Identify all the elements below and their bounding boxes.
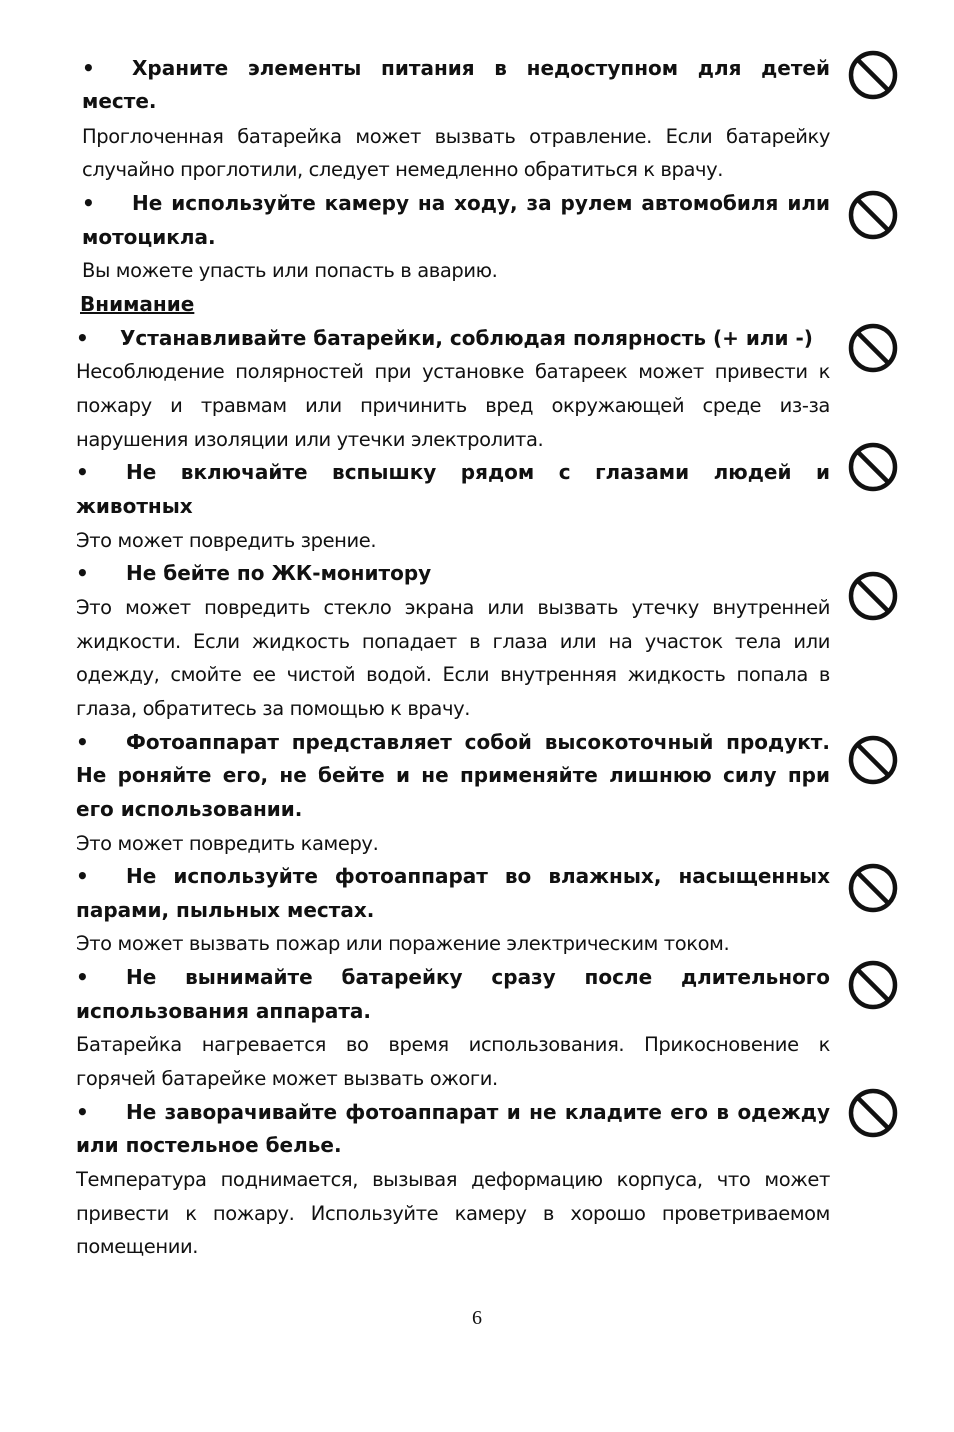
prohibition-icon (846, 958, 900, 1012)
bullet: • (82, 191, 95, 215)
bullet: • (76, 460, 89, 484)
warning-body-line: Батарейка нагревается во время использования. Прикосновение к (76, 1033, 830, 1056)
prohibition-icon (846, 188, 900, 242)
prohibition-icon (846, 48, 900, 102)
prohibition-icon (846, 1086, 900, 1140)
warning-heading-line: парами, пыльных местах. (76, 898, 375, 922)
warning-body-line: глаза, обратитесь за помощью к врачу. (76, 697, 471, 720)
warning-body-line: нарушения изоляции или утечки электролита. (76, 428, 544, 451)
page-number: 6 (472, 1307, 482, 1329)
warning-heading-line: Не роняйте его, не бейте и не применяйте лишнюю силу при (76, 763, 830, 787)
warning-body-line: Это может повредить стекло экрана или вызвать утечку внутренней (76, 596, 830, 619)
warning-heading-line: или постельное белье. (76, 1133, 342, 1157)
warning-heading-line: • Не вынимайте батарейку сразу после длительного (76, 961, 830, 994)
warning-body-line: привести к пожару. Используйте камеру в хорошо проветриваемом (76, 1202, 830, 1225)
warning-body-line: Температура поднимается, вызывая деформацию корпуса, что может (76, 1168, 830, 1191)
warning-body-line: пожару и травмам или причинить вред окружающей среде из-за (76, 394, 830, 417)
prohibition-icon (846, 861, 900, 915)
warning-body-line: Это может вызвать пожар или поражение электрическим током. (76, 932, 730, 955)
bullet: • (76, 1100, 89, 1124)
bullet: • (76, 864, 89, 888)
warning-body-line: одежду, смойте ее чистой водой. Если внутренняя жидкость попала в (76, 663, 830, 686)
prohibition-icon (846, 569, 900, 623)
section-title: Внимание (80, 292, 195, 316)
bullet: • (76, 965, 89, 989)
bullet: • (82, 56, 95, 80)
prohibition-icon (846, 321, 900, 375)
warning-heading-line: • Не используйте фотоаппарат во влажных, насыщенных (76, 860, 830, 893)
warning-body-line: случайно проглотили, следует немедленно обратиться к врачу. (82, 158, 724, 181)
warning-body-line: Это может повредить зрение. (76, 529, 377, 552)
warning-heading-line: • Не включайте вспышку рядом с глазами людей и (76, 456, 830, 489)
warning-heading-line: • Храните элементы питания в недоступном для детей (82, 52, 830, 85)
bullet: • (76, 561, 89, 585)
bullet: • (76, 326, 89, 350)
warning-body-line: горячей батарейке может вызвать ожоги. (76, 1067, 498, 1090)
prohibition-icon (846, 440, 900, 494)
prohibition-icon (846, 733, 900, 787)
warning-heading-line: мотоцикла. (82, 225, 216, 249)
warning-heading-line: • Не используйте камеру на ходу, за рулем автомобиля или (82, 187, 830, 220)
warning-body-line: жидкости. Если жидкость попадает в глаза или на участок тела или (76, 630, 830, 653)
warning-body-line: Это может повредить камеру. (76, 832, 379, 855)
warning-heading-line: • Фотоаппарат представляет собой высокоточный продукт. (76, 726, 830, 759)
warning-heading-line: животных (76, 494, 193, 518)
warning-heading-line: • Не бейте по ЖК-монитору (76, 557, 830, 590)
warning-body-line: помещении. (76, 1235, 199, 1258)
bullet: • (76, 730, 89, 754)
warning-heading-line: • Устанавливайте батарейки, соблюдая полярность (+ или -) (76, 322, 830, 355)
warning-heading-line: его использовании. (76, 797, 303, 821)
warning-body-line: Проглоченная батарейка может вызвать отравление. Если батарейку (82, 125, 830, 148)
warning-body-line: Вы можете упасть или попасть в аварию. (82, 259, 498, 282)
warning-heading-line: использования аппарата. (76, 999, 371, 1023)
warning-body-line: Несоблюдение полярностей при установке батареек может привести к (76, 360, 830, 383)
warning-heading-line: месте. (82, 89, 157, 113)
warning-heading-line: • Не заворачивайте фотоаппарат и не кладите его в одежду (76, 1096, 830, 1129)
